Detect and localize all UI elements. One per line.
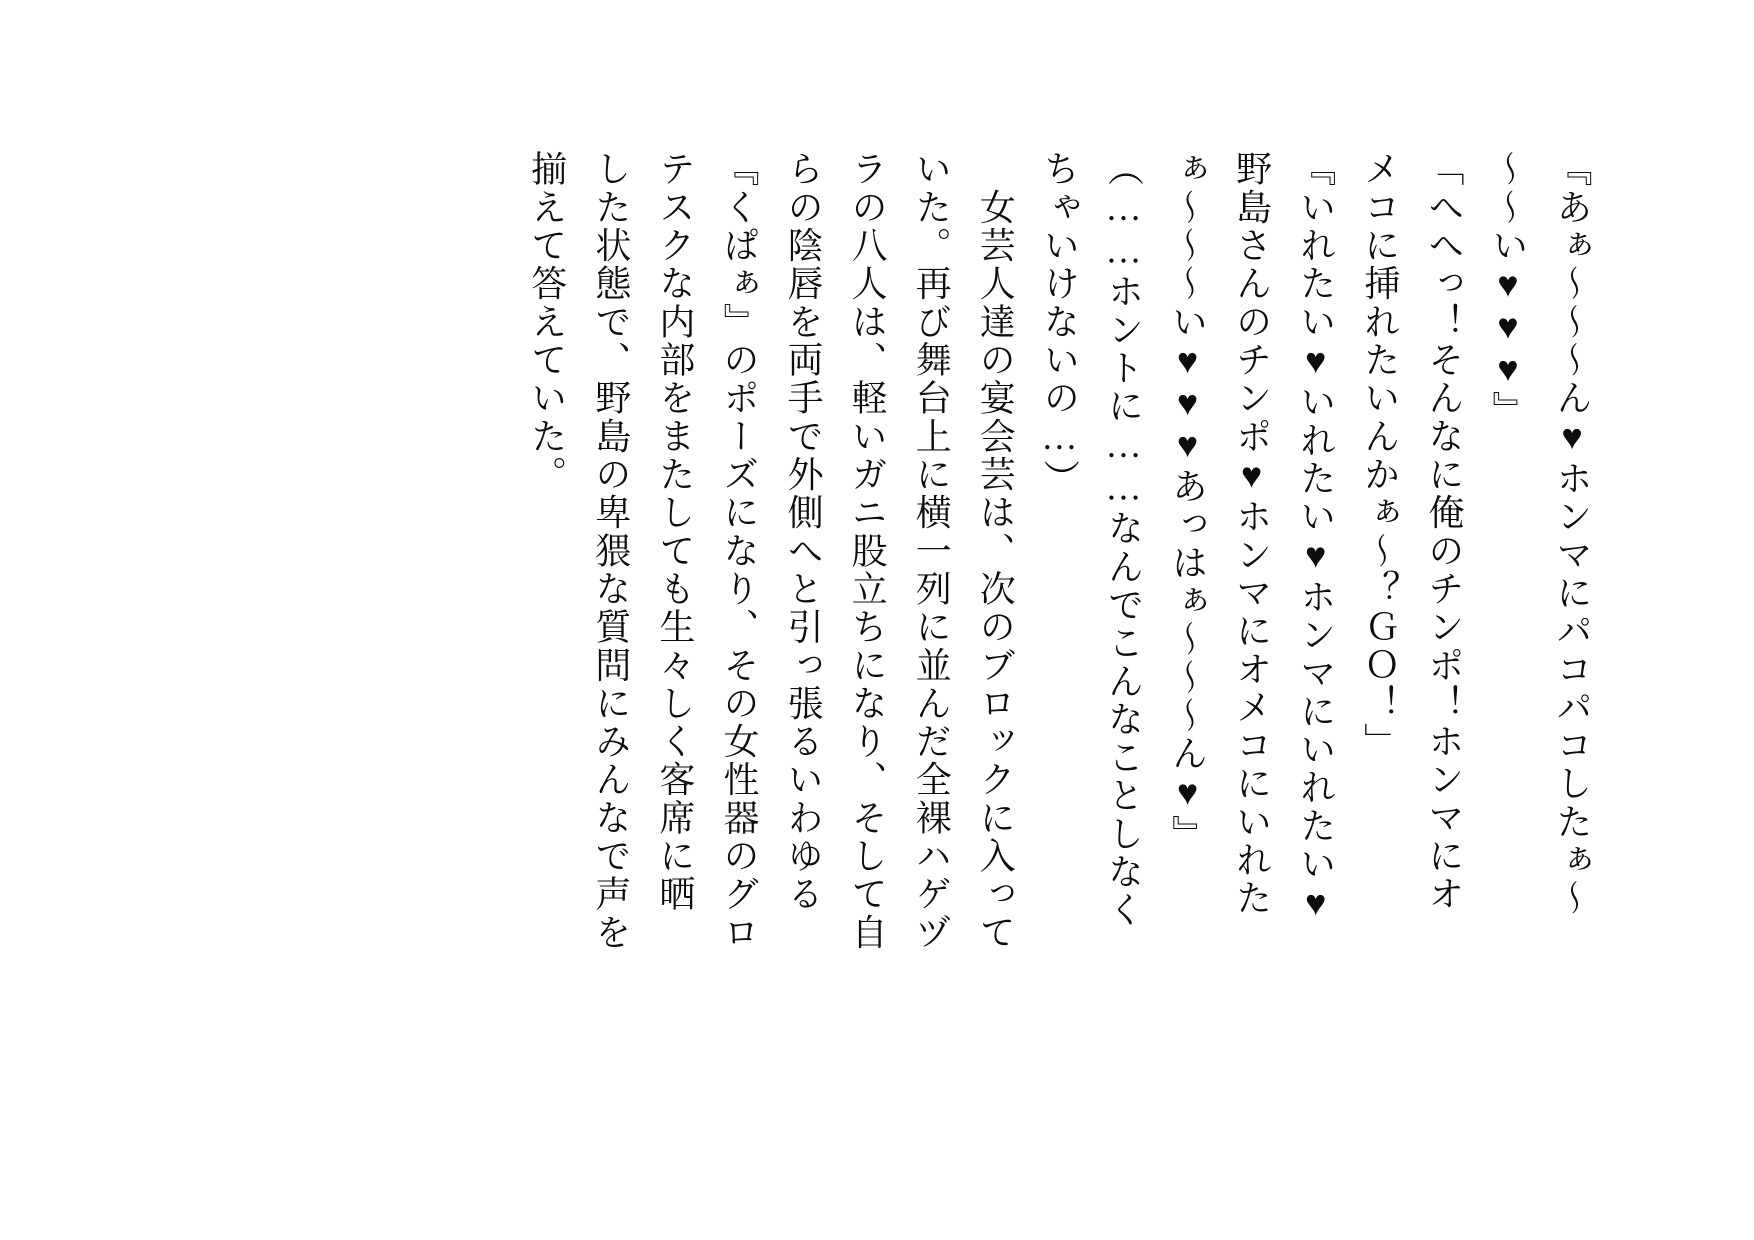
text-line: ちゃいけないの…） [1039, 150, 1080, 498]
text-line: ～～い♥♥♥』 [1487, 150, 1528, 430]
text-line: ラの八人は、軽いガニ股立ちになり、そして自 [847, 150, 888, 952]
text-line: テスクな内部をまたしても生々しく客席に晒 [654, 150, 695, 914]
text-line: 『あぁ～～～ん♥ホンマにパコパコしたぁ～ [1552, 150, 1592, 918]
text-line: ぁ～～～い♥♥♥あっはぁ～～～ん♥』 [1167, 150, 1208, 853]
text-line: 『いれたい♥いれたい♥ホンマにいれたい♥ [1295, 150, 1336, 926]
text-line: した状態で、野島の卑猥な質問にみんなで声を [590, 150, 631, 952]
vertical-text-block [334, 150, 1604, 1090]
text-line: らの陰唇を両手で外側へと引っ張るいわゆる [783, 150, 824, 914]
text-line: 「へへっ！そんなに俺のチンポ！ホンマにオ [1423, 150, 1464, 914]
text-line: いた。再び舞台上に横一列に並んだ全裸ハゲヅ [911, 150, 952, 952]
text-line: 揃えて答えていた。 [526, 150, 567, 494]
text-line: 野島さんのチンポ♥ホンマにオメコにいれた [1231, 150, 1272, 918]
text-line: メコに挿れたいんかぁ～？ＧＯ！」 [1359, 150, 1400, 761]
text-line: 女芸人達の宴会芸は、次のブロックに入って [975, 150, 1016, 952]
text-line: 『くぱぁ』のポーズになり、その女性器のグロ [718, 150, 759, 952]
text-line: （……ホントに……なんでこんなことしなく [1103, 150, 1144, 930]
